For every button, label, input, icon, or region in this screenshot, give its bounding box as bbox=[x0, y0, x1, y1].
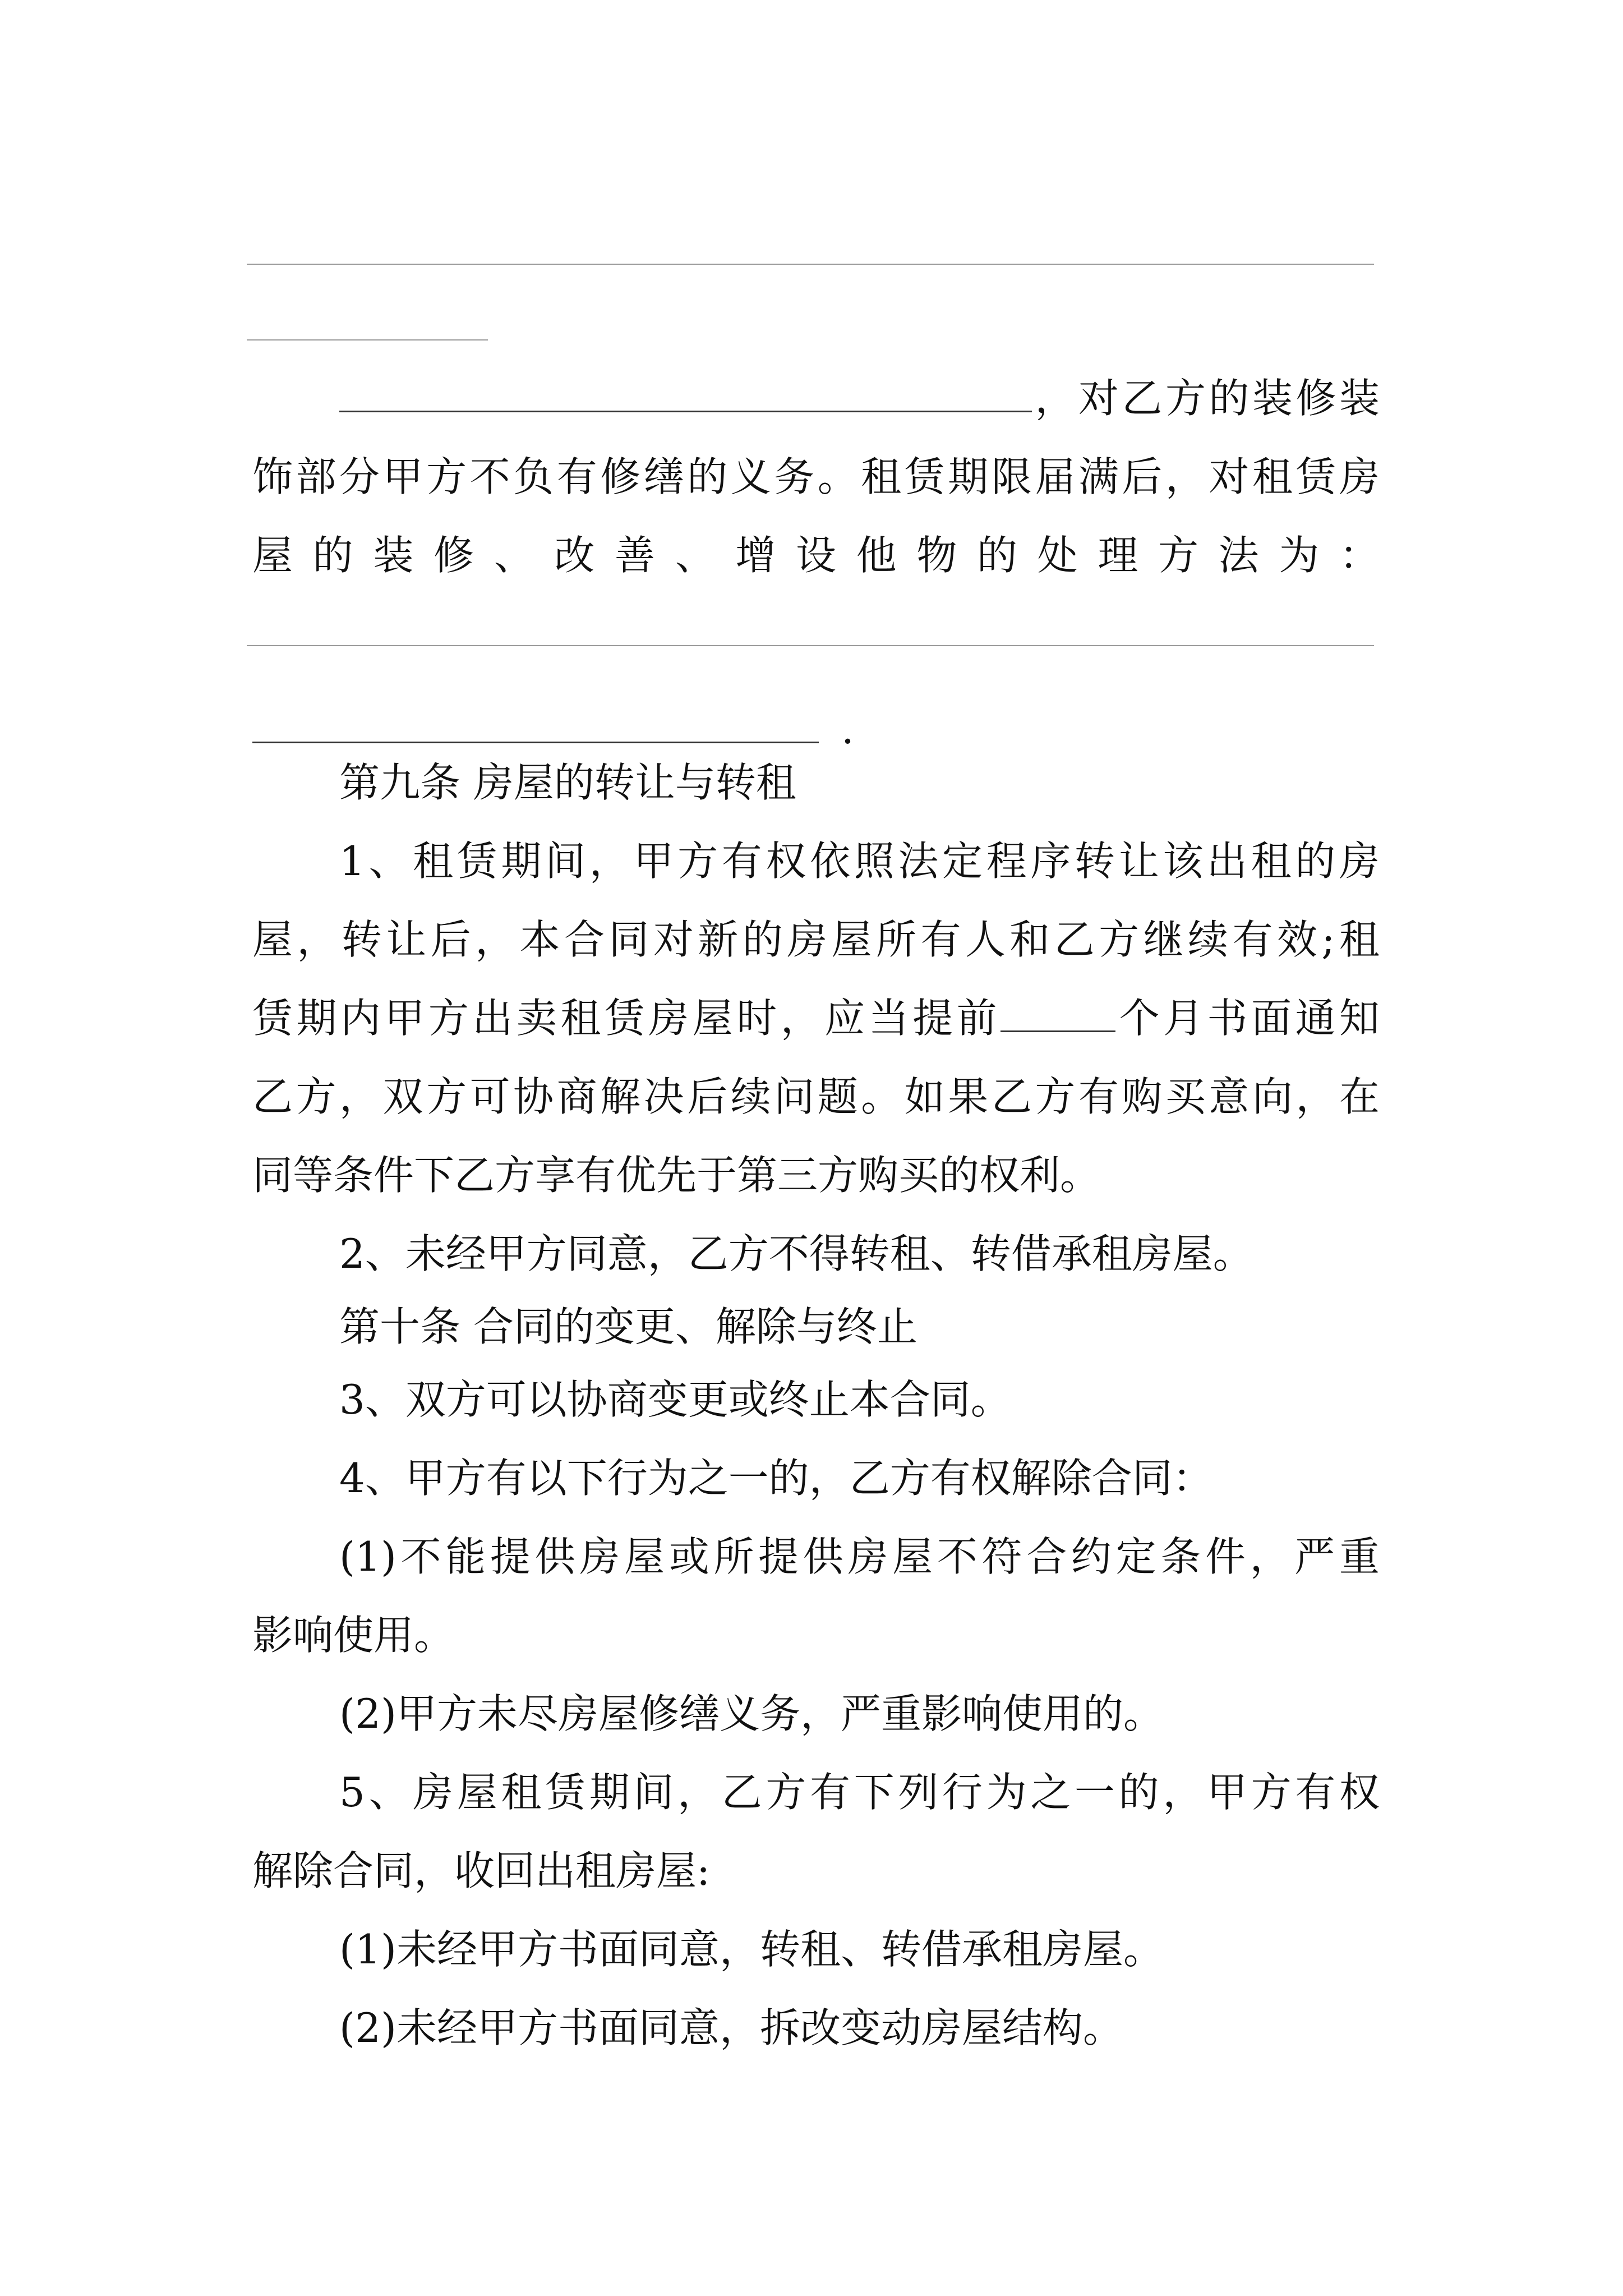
text-line: (2)甲方未尽房屋修缮义务，严重影响使用的。 bbox=[339, 1690, 1164, 1737]
text-line: (1)不能提供房屋或所提供房屋不符合约定条件，严重 bbox=[339, 1533, 1380, 1580]
fill-in-line bbox=[247, 645, 1374, 646]
text-line: 饰部分甲方不负有修缮的义务。租赁期限届满后，对租赁房 bbox=[252, 453, 1380, 500]
fill-in-line bbox=[247, 264, 1374, 265]
blank-field bbox=[339, 376, 1032, 412]
blank-field bbox=[252, 707, 819, 743]
text-line: 3、双方可以协商变更或终止本合同。 bbox=[339, 1376, 1011, 1423]
text-line: 解除合同，收回出租房屋: bbox=[252, 1847, 711, 1894]
text-line: 影响使用。 bbox=[252, 1612, 455, 1659]
text-line: (2)未经甲方书面同意，拆改变动房屋结构。 bbox=[339, 2004, 1123, 2051]
text-line: 屋，转让后，本合同对新的房屋所有人和乙方继续有效;租 bbox=[252, 916, 1380, 963]
text-line: 同等条件下乙方享有优先于第三方购买的权利。 bbox=[252, 1152, 1101, 1199]
text-line: 1、租赁期间，甲方有权依照法定程序转让该出租的房 bbox=[339, 838, 1380, 885]
section-heading: 第九条 房屋的转让与转租 bbox=[339, 759, 796, 806]
text-line: . bbox=[252, 701, 1380, 757]
text-line: 屋的装修、改善、增设他物的处理方法为： bbox=[252, 532, 1380, 579]
text-line: (1)未经甲方书面同意，转租、转借承租房屋。 bbox=[339, 1926, 1164, 1973]
text-line: 4、甲方有以下行为之一的，乙方有权解除合同： bbox=[339, 1455, 1213, 1502]
text-line: 5、房屋租赁期间，乙方有下列行为之一的，甲方有权 bbox=[339, 1769, 1380, 1816]
section-heading: 第十条 合同的变更、解除与终止 bbox=[339, 1303, 917, 1350]
blank-field bbox=[1000, 996, 1115, 1032]
text-line: 乙方，双方可协商解决后续问题。如果乙方有购买意向，在 bbox=[252, 1073, 1380, 1120]
text-line: ，对乙方的装修装 bbox=[252, 370, 1380, 426]
fill-in-line bbox=[247, 339, 488, 341]
text-line: 2、未经甲方同意，乙方不得转租、转借承租房屋。 bbox=[339, 1230, 1253, 1277]
text-line: 赁期内甲方出卖租赁房屋时，应当提前 个月书面通知 bbox=[252, 995, 1380, 1042]
